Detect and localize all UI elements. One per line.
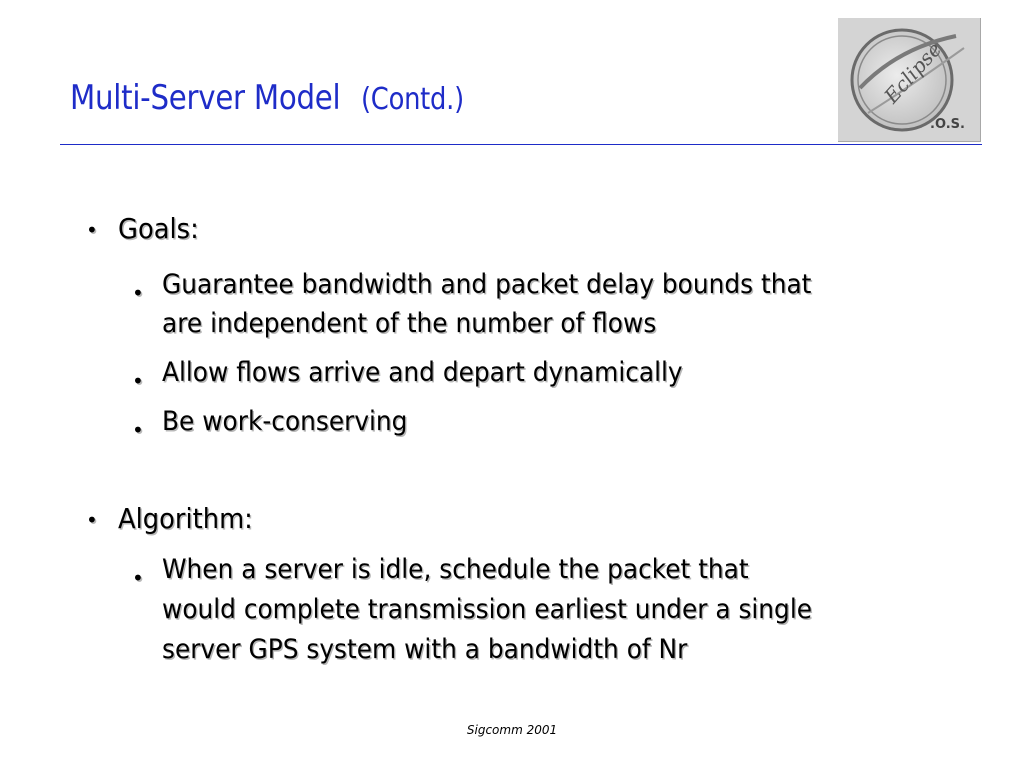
logo-subtext: .O.S. [930,117,965,132]
algorithm-heading: Algorithm: [118,502,253,535]
bullet-dot: • [86,508,98,532]
goal-item-2-line-1: Allow flows arrive and depart dynamically [162,357,683,388]
algorithm-item-1-line-3: server GPS system with a bandwidth of Nr [162,634,688,665]
bullet-dot: • [132,566,144,590]
goals-heading: Goals: [118,212,199,245]
goal-item-1-line-1: Guarantee bandwidth and packet delay bounds that [162,269,812,300]
bullet-dot: • [132,369,144,393]
algorithm-item-1-line-1: When a server is idle, schedule the packet that [162,554,749,585]
title-main: Multi-Server Model [70,78,341,118]
slide-footer: Sigcomm 2001 [466,723,558,737]
goal-item-1-line-2: are independent of the number of flows [162,308,657,339]
algorithm-item-1-line-2: would complete transmission earliest under a single [162,594,813,625]
title-suffix: (Contd.) [361,82,464,117]
bullet-dot: • [86,218,98,242]
logo-text: Eclipse [879,37,947,108]
bullet-dot: • [132,418,144,442]
bullet-dot: • [132,281,144,305]
goal-item-3-line-1: Be work-conserving [162,406,408,437]
